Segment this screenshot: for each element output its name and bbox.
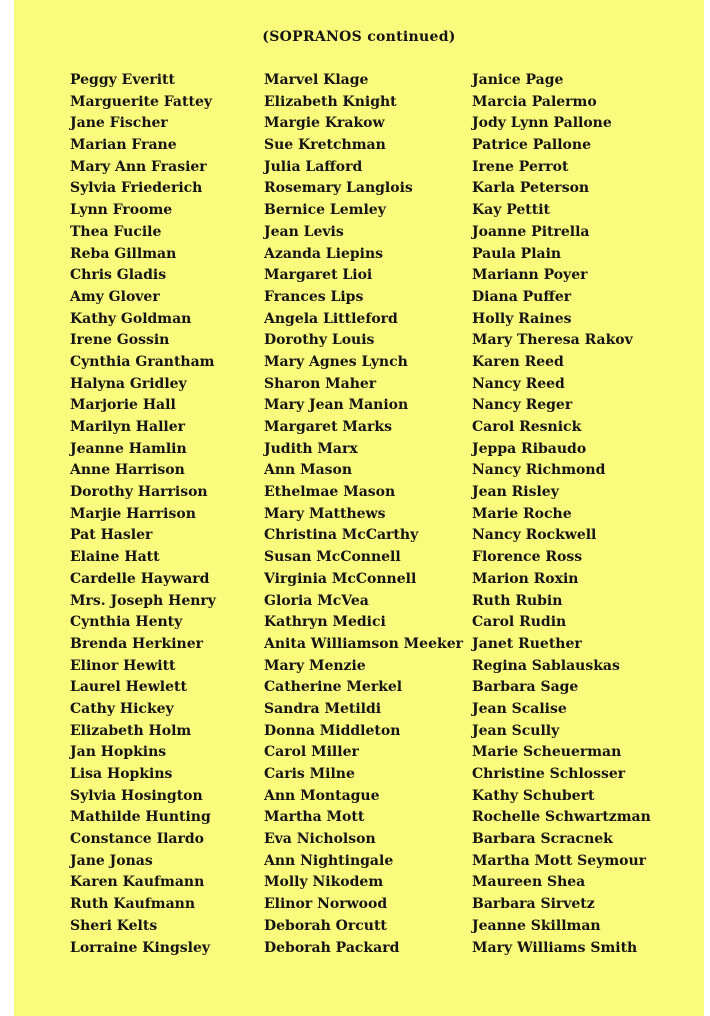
- singer-name: Angela Littleford: [264, 310, 398, 327]
- singer-name: Cynthia Henty: [70, 614, 183, 631]
- singer-name: Elizabeth Holm: [70, 722, 192, 739]
- singer-name: Carol Rudin: [472, 614, 567, 631]
- singer-name: Marion Roxin: [472, 570, 579, 587]
- singer-name: Mary Matthews: [264, 505, 386, 522]
- singer-name: Patrice Pallone: [472, 137, 591, 154]
- singer-name: Cynthia Grantham: [70, 353, 215, 370]
- singer-name: Susan McConnell: [264, 549, 401, 566]
- singer-name: Lorraine Kingsley: [70, 939, 210, 956]
- singer-name: Margie Krakow: [264, 115, 385, 132]
- singer-name: Jean Scalise: [472, 700, 567, 717]
- singer-name: Sue Kretchman: [264, 137, 386, 154]
- singer-name: Ruth Rubin: [472, 592, 563, 609]
- singer-name: Nancy Rockwell: [472, 527, 597, 544]
- singer-name: Marvel Klage: [264, 72, 369, 88]
- singer-name: Lynn Froome: [70, 202, 173, 219]
- singer-name: Brenda Herkiner: [70, 635, 204, 652]
- singer-name: Nancy Richmond: [472, 462, 606, 479]
- section-heading: (SOPRANOS continued): [262, 29, 456, 45]
- singer-name: Mary Menzie: [264, 657, 366, 674]
- singer-name: Cathy Hickey: [70, 700, 174, 717]
- singer-name: Pat Hasler: [70, 527, 153, 544]
- singer-name: Catherine Merkel: [264, 679, 403, 696]
- singer-name: Thea Fucile: [70, 223, 162, 240]
- singer-name: Kathy Schubert: [472, 787, 595, 804]
- singer-name: Lisa Hopkins: [70, 766, 173, 782]
- singer-name: Jean Scully: [472, 722, 560, 739]
- singer-name: Marcia Palermo: [472, 93, 597, 110]
- singer-name: Janet Ruether: [472, 635, 582, 652]
- singer-name: Barbara Scracnek: [472, 831, 613, 848]
- singer-name: Nancy Reger: [472, 397, 573, 414]
- singer-name: Azanda Liepins: [264, 245, 384, 262]
- singer-name: Mrs. Joseph Henry: [70, 592, 216, 609]
- singer-name: Jan Hopkins: [70, 744, 167, 761]
- singer-name: Marguerite Fattey: [70, 93, 212, 110]
- singer-name: Sandra Metildi: [264, 700, 382, 717]
- singer-name: Martha Mott Seymour: [472, 852, 647, 869]
- singer-name: Elinor Hewitt: [70, 657, 176, 674]
- singer-name: Kay Pettit: [472, 202, 551, 219]
- singer-name: Paula Plain: [472, 245, 562, 262]
- singer-name: Sylvia Hosington: [70, 787, 203, 804]
- singer-name: Deborah Orcutt: [264, 917, 387, 934]
- singer-name: Maureen Shea: [472, 874, 586, 891]
- singer-name: Bernice Lemley: [264, 202, 386, 219]
- singer-name: Jody Lynn Pallone: [472, 115, 612, 132]
- singer-name: Rosemary Langlois: [264, 180, 413, 197]
- singer-name: Karen Kaufmann: [70, 874, 205, 891]
- singer-name: Laurel Hewlett: [70, 679, 187, 696]
- singer-name: Christina McCarthy: [264, 527, 419, 544]
- singer-name: Jeanne Skillman: [472, 917, 601, 934]
- singer-name: Deborah Packard: [264, 939, 400, 956]
- singer-name: Peggy Everitt: [70, 72, 175, 88]
- singer-name: Christine Schlosser: [472, 766, 626, 782]
- singer-name: Caris Milne: [264, 766, 355, 782]
- singer-name: Holly Raines: [472, 310, 572, 327]
- singer-name: Elizabeth Knight: [264, 93, 397, 110]
- singer-name: Marie Roche: [472, 505, 572, 522]
- singer-name: Sylvia Friederich: [70, 180, 203, 197]
- singer-name: Marjorie Hall: [70, 397, 176, 414]
- name-column-3: [472, 70, 651, 959]
- singer-name: Elinor Norwood: [264, 896, 388, 913]
- singer-name: Jeppa Ribaudo: [472, 440, 587, 457]
- singer-name: Janice Page: [472, 72, 564, 88]
- singer-name: Marian Frane: [70, 137, 177, 154]
- program-page: [14, 0, 704, 1016]
- name-column-2: [264, 70, 463, 959]
- singer-name: Anita Williamson Meeker: [264, 635, 463, 652]
- singer-name: Jean Levis: [264, 223, 344, 240]
- singer-name: Dorothy Louis: [264, 332, 375, 349]
- singer-name: Karen Reed: [472, 353, 564, 370]
- singer-name: Mathilde Hunting: [70, 809, 211, 826]
- singer-name: Joanne Pitrella: [472, 223, 590, 240]
- singer-name: Frances Lips: [264, 288, 364, 305]
- singer-name: Irene Gossin: [70, 332, 170, 349]
- singer-name: Diana Puffer: [472, 288, 572, 305]
- singer-name: Regina Sablauskas: [472, 657, 620, 674]
- singer-name: Mary Agnes Lynch: [264, 353, 408, 370]
- singer-name: Cardelle Hayward: [70, 570, 210, 587]
- singer-name: Sheri Kelts: [70, 917, 158, 934]
- singer-name: Irene Perrot: [472, 158, 569, 175]
- singer-name: Ann Montague: [264, 787, 380, 804]
- singer-name: Mary Theresa Rakov: [472, 332, 633, 349]
- singer-name: Ann Nightingale: [264, 852, 394, 869]
- singer-name: Molly Nikodem: [264, 874, 384, 891]
- singer-name: Florence Ross: [472, 549, 583, 566]
- singer-name: Judith Marx: [264, 440, 358, 457]
- singer-name: Chris Gladis: [70, 267, 167, 284]
- singer-name: Jane Fischer: [70, 115, 168, 132]
- singer-name: Karla Peterson: [472, 180, 590, 197]
- singer-name: Carol Miller: [264, 744, 359, 761]
- singer-name: Donna Middleton: [264, 722, 401, 739]
- singer-name: Amy Glover: [70, 288, 160, 305]
- singer-name: Barbara Sirvetz: [472, 896, 595, 913]
- singer-name: Carol Resnick: [472, 419, 582, 435]
- singer-name: Mariann Poyer: [472, 267, 588, 284]
- singer-name: Jane Jonas: [70, 852, 153, 869]
- singer-name: Marie Scheuerman: [472, 744, 622, 761]
- singer-name: Mary Williams Smith: [472, 939, 638, 956]
- singer-name: Sharon Maher: [264, 375, 377, 392]
- singer-name: Jeanne Hamlin: [70, 440, 187, 457]
- singer-name: Rochelle Schwartzman: [472, 809, 651, 826]
- singer-name: Margaret Marks: [264, 419, 392, 435]
- singer-name: Margaret Lioi: [264, 267, 373, 284]
- singer-name: Halyna Gridley: [70, 375, 187, 392]
- singer-name: Mary Jean Manion: [264, 397, 409, 414]
- singer-name: Elaine Hatt: [70, 549, 160, 566]
- singer-name: Ruth Kaufmann: [70, 896, 196, 913]
- singer-name: Barbara Sage: [472, 679, 579, 696]
- singer-name: Ann Mason: [264, 462, 353, 479]
- singer-name: Marilyn Haller: [70, 419, 185, 435]
- singer-name: Constance Ilardo: [70, 831, 205, 848]
- singer-name: Ethelmae Mason: [264, 484, 396, 501]
- singer-name: Martha Mott: [264, 809, 365, 826]
- name-column-1: [70, 70, 216, 959]
- singer-name: Anne Harrison: [70, 462, 185, 479]
- singer-name: Eva Nicholson: [264, 831, 376, 848]
- singer-name: Virginia McConnell: [264, 570, 417, 587]
- singer-name: Julia Lafford: [264, 158, 363, 175]
- singer-name: Dorothy Harrison: [70, 484, 208, 501]
- singer-name: Gloria McVea: [264, 592, 369, 609]
- singer-name: Kathryn Medici: [264, 614, 386, 631]
- singer-name: Nancy Reed: [472, 375, 565, 392]
- singer-name: Kathy Goldman: [70, 310, 192, 327]
- singer-name: Reba Gillman: [70, 245, 177, 262]
- singer-name: Marjie Harrison: [70, 505, 196, 522]
- singer-name: Mary Ann Frasier: [70, 158, 207, 175]
- singer-name: Jean Risley: [472, 484, 559, 501]
